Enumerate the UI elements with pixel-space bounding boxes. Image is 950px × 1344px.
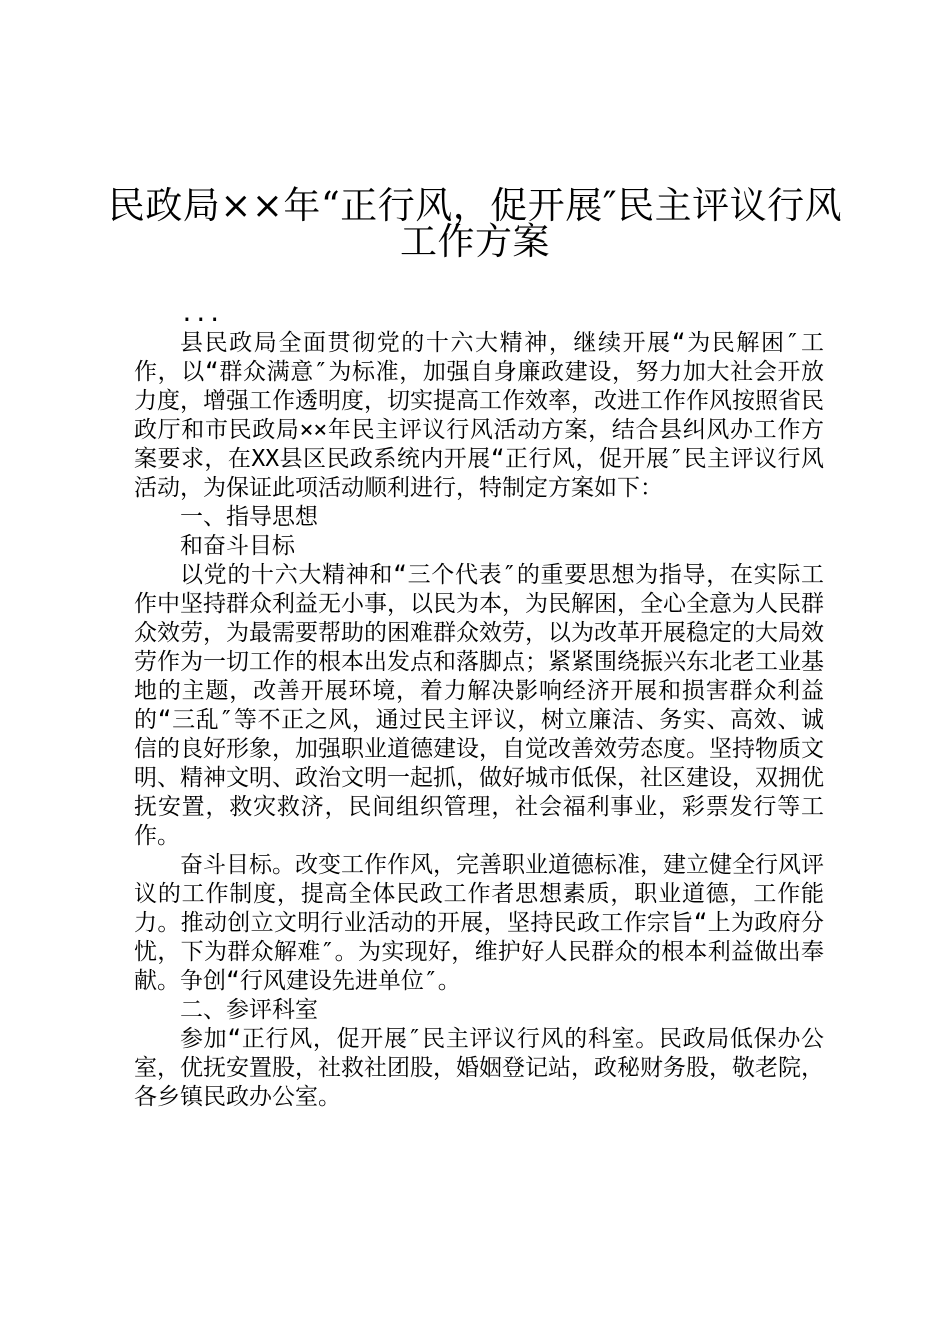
document-body (134, 300, 824, 1112)
document-title-line-1: 民政局××年“正行风，促开展″民主评议行风 (107, 184, 843, 227)
ellipsis-marker: ... (180, 301, 222, 327)
section-heading-participating-offices: 二、参评科室 (180, 997, 318, 1023)
section-heading-guiding-ideology: 一、指导思想 (180, 504, 318, 530)
paragraph-intro: 县民政局全面贯彻党的十六大精神，继续开展“为民解困″工作，以“群众满意″为标准，加强自身廉政建设，努力加大社会开放力度，增强工作透明度，切实提高工作效率，改进工作作风按照省民政厅和市民政局××年民主评议行风活动方案，结合县纠风办工作方案要求，在XX县区民政系统内开展“正行风，促开展″民主评议行风活动，为保证此项活动顺利进行，特制定方案如下： (134, 330, 824, 501)
paragraph-guiding-ideology: 以党的十六大精神和“三个代表″的重要思想为指导，在实际工作中坚持群众利益无小事，以民为本，为民解困，全心全意为人民群众效劳，为最需要帮助的困难群众效劳，以为改革开展稳定的大局效劳作为一切工作的根本出发点和落脚点；紧紧围绕振兴东北老工业基地的主题，改善开展环境，着力解决影响经济开展和损害群众利益的“三乱″等不正之风，通过民主评议，树立廉洁、务实、高效、诚信的良好形象，加强职业道德建设，自觉改善效劳态度。坚持物质文明、精神文明、政治文明一起抓，做好城市低保，社区建设，双拥优抚安置，救灾救济，民间组织管理，社会福利事业，彩票发行等工作。 (134, 562, 824, 849)
document-title-line-2: 工作方案 (400, 220, 550, 263)
paragraph-participating-offices: 参加“正行风，促开展″民主评议行风的科室。民政局低保办公室，优抚安置股，社救社团股，婚姻登记站，政秘财务股，敬老院，各乡镇民政办公室。 (134, 1026, 824, 1110)
paragraph-goals: 奋斗目标。改变工作作风，完善职业道德标准，建立健全行风评议的工作制度，提高全体民政工作者思想素质，职业道德，工作能力。推动创立文明行业活动的开展，坚持民政工作宗旨“上为政府分忧，下为群众解难″。为实现好，维护好人民群众的根本利益做出奉献。争创“行风建设先进单位″。 (134, 852, 824, 994)
section-heading-goals: 和奋斗目标 (180, 533, 295, 559)
